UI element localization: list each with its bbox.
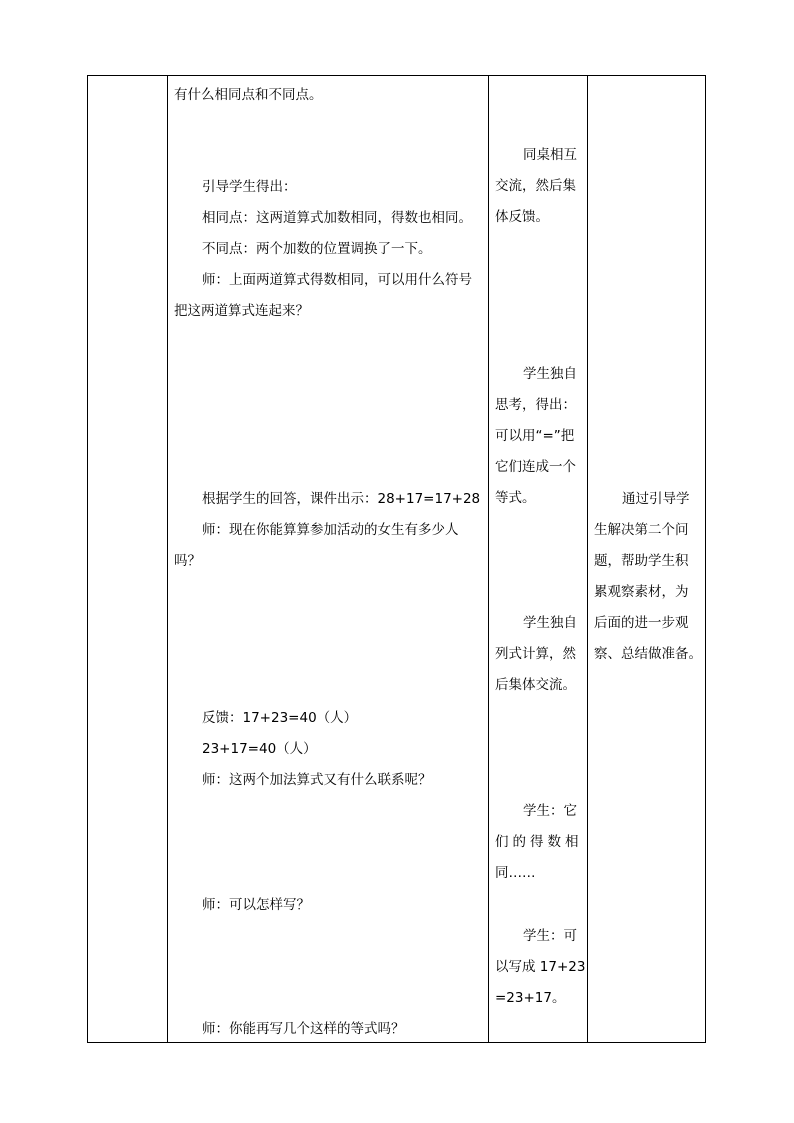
teacher-line: 师：这两个加法算式又有什么联系呢？: [202, 772, 432, 788]
teacher-line: 根据学生的回答，课件出示：28+17=17+28: [202, 491, 481, 507]
student-line: 同……: [495, 865, 536, 881]
student-line: 后集体交流。: [495, 677, 576, 693]
student-line: 它们连成一个: [495, 459, 576, 475]
student-line: 体反馈。: [495, 209, 549, 225]
teacher-line: 吗？: [174, 553, 201, 569]
intent-line: 累观察素材，为: [594, 584, 689, 600]
student-line: =23+17。: [495, 990, 566, 1006]
teacher-line: 相同点：这两道算式加数相同，得数也相同。: [202, 210, 472, 226]
teacher-line: 师：可以怎样写？: [202, 897, 310, 913]
student-line: 学生独自: [523, 615, 577, 631]
student-line: 学生：可: [523, 928, 577, 944]
teacher-line: 引导学生得出：: [202, 179, 297, 195]
student-line: 同桌相互: [523, 147, 577, 163]
student-line: 等式。: [495, 490, 536, 506]
teacher-line: 反馈：17+23=40（人）: [202, 710, 358, 726]
student-line: [495, 833, 581, 851]
intent-line: 后面的进一步观: [594, 615, 689, 631]
student-line: 思考，得出：: [495, 397, 576, 413]
student-line-text: 们的得数相: [495, 834, 583, 850]
stage-column: [88, 76, 167, 1042]
student-line: 学生独自: [523, 366, 577, 382]
teacher-activity-column: [168, 76, 488, 1042]
intent-line: 通过引导学: [622, 491, 690, 507]
teacher-line: 师：现在你能算算参加活动的女生有多少人: [202, 522, 459, 538]
student-activity-column: [489, 76, 587, 1042]
teacher-line: 师：上面两道算式得数相同，可以用什么符号: [202, 272, 472, 288]
student-line: 以写成 17+23: [495, 959, 586, 975]
teacher-line: 有什么相同点和不同点。: [174, 87, 323, 103]
student-line: 列式计算，然: [495, 646, 576, 662]
lesson-plan-table: [87, 75, 706, 1043]
teacher-line: 把这两道算式连起来？: [174, 303, 309, 319]
intent-line: 察、总结做准备。: [594, 646, 702, 662]
teacher-line: 23+17=40（人）: [202, 741, 317, 757]
student-line: 学生：它: [523, 803, 577, 819]
intent-line: 题，帮助学生积: [594, 553, 689, 569]
intent-line: 生解决第二个问: [594, 522, 689, 538]
teacher-line: 不同点：两个加数的位置调换了一下。: [202, 241, 432, 257]
student-line: 可以用“=”把: [495, 428, 575, 444]
teacher-line: 师：你能再写几个这样的等式吗？: [202, 1021, 405, 1037]
design-intent-column: [588, 76, 707, 1042]
student-line: 交流，然后集: [495, 178, 576, 194]
